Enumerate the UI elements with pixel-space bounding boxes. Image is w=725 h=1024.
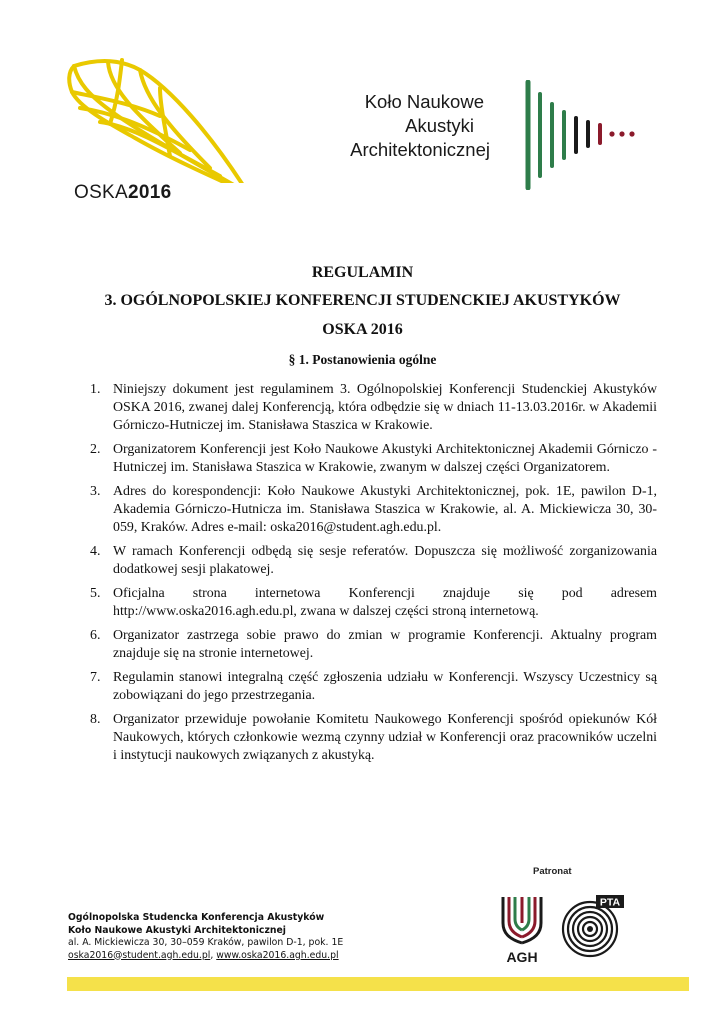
agh-logo-text: AGH <box>506 949 538 965</box>
footer-email-link[interactable]: oska2016@student.agh.edu.pl <box>68 949 211 961</box>
list-item <box>90 627 657 663</box>
document-title: REGULAMIN <box>311 264 414 281</box>
kolo-line-1: Koło Naukowe <box>364 91 484 112</box>
wing-icon <box>60 58 260 183</box>
footer-address: al. A. Mickiewicza 30, 30–059 Kraków, pawilon D-1, pok. 1E <box>68 937 344 948</box>
footer-contacts <box>68 950 343 963</box>
pta-logo-text: PTA <box>599 896 621 909</box>
list-item-number: 6. <box>90 628 101 643</box>
rules-list <box>90 381 657 771</box>
kolo-logo-text <box>350 90 490 162</box>
footer-org-name: Ogólnopolska Studencka Konferencja Akustyków <box>68 912 325 923</box>
list-item-text: Organizator przewiduje powołanie Komitetu Naukowego Konferencji spośród opiekunów Kół Naukowych, których członkowie wezmą czynny udział w Konferencji oraz pracowników uczelni i instytucji naukowych związanych z akustyką. <box>113 712 657 763</box>
footer-website-link[interactable]: www.oska2016.agh.edu.pl <box>216 949 339 961</box>
patronat-label: Patronat <box>533 866 572 877</box>
document-subtitle-event: OSKA 2016 <box>322 321 403 338</box>
footer-club-name: Koło Naukowe Akustyki Architektonicznej <box>68 924 286 936</box>
list-item <box>90 711 657 765</box>
list-item-number: 7. <box>90 670 101 685</box>
agh-logo <box>497 893 547 970</box>
kolo-naukowe-logo <box>350 80 640 190</box>
list-item-number: 4. <box>90 544 101 559</box>
oska-logo <box>60 58 260 208</box>
list-item-number: 8. <box>90 712 101 727</box>
section-heading: § 1. Postanowienia ogólne <box>288 352 437 367</box>
list-item <box>90 585 657 621</box>
footer-yellow-bar <box>67 977 689 991</box>
list-item-number: 1. <box>90 382 101 397</box>
list-item-text: Niniejszy dokument jest regulaminem 3. Ogólnopolskiej Konferencji Studenckiej Akustyków OSKA 2016, zwanej dalej Konferencją, która odbędzie się w dniach 11-13.03.2016r. w Akademii Górniczo-Hutniczej im. Stanisława Staszica w Krakowie. <box>113 382 657 433</box>
list-item <box>90 543 657 579</box>
footer-separator: , <box>210 949 217 961</box>
list-item-number: 3. <box>90 484 101 499</box>
list-item-text: Adres do korespondencji: Koło Naukowe Akustyki Architektonicznej, pok. 1E, pawilon D-1, Akademia Górniczo-Hutnicza im. Stanisława Staszica w Krakowie, al. A. Mickiewicza 30, 30-059, Kraków. Adres e-mail: oska2016@student.agh.edu.pl. <box>113 484 657 535</box>
list-item-number: 2. <box>90 442 101 457</box>
list-item <box>90 483 657 537</box>
list-item-text: Regulamin stanowi integralną część zgłoszenia udziału w Konferencji. Wszyscy Uczestnicy są zobowiązani do jego przestrzegania. <box>113 670 657 703</box>
pta-logo <box>560 893 626 964</box>
footer <box>68 912 343 962</box>
oska-logo-text: OSKA2016 <box>74 182 172 203</box>
agh-emblem-icon <box>497 893 547 965</box>
list-item <box>90 441 657 477</box>
list-item-text: Oficjalna strona internetowa Konferencji znajduje się pod adresem http://www.oska2016.agh.edu.pl, zwana w dalszej części stroną internetową. <box>113 586 657 619</box>
sound-bars-icon <box>520 80 640 190</box>
list-item-text: Organizatorem Konferencji jest Koło Naukowe Akustyki Architektonicznej Akademii Górniczo - Hutniczej im. Stanisława Staszica w Krakowie, zwanym w dalszej części Organizatorem. <box>113 442 657 475</box>
list-item-number: 5. <box>90 586 101 601</box>
list-item <box>90 669 657 705</box>
list-item-text: Organizator zastrzega sobie prawo do zmian w programie Konferencji. Aktualny program znajduje się na stronie internetowej. <box>113 628 657 661</box>
kolo-line-3: Architektonicznej <box>350 139 490 160</box>
document-subtitle: 3. OGÓLNOPOLSKIEJ KONFERENCJI STUDENCKIEJ AKUSTYKÓW <box>104 292 621 309</box>
list-item-text: W ramach Konferencji odbędą się sesje referatów. Dopuszcza się możliwość zorganizowania dodatkowej sesji plakatowej. <box>113 544 657 577</box>
kolo-line-2: Akustyki <box>405 115 474 136</box>
list-item <box>90 381 657 435</box>
pta-emblem-icon <box>560 893 626 959</box>
